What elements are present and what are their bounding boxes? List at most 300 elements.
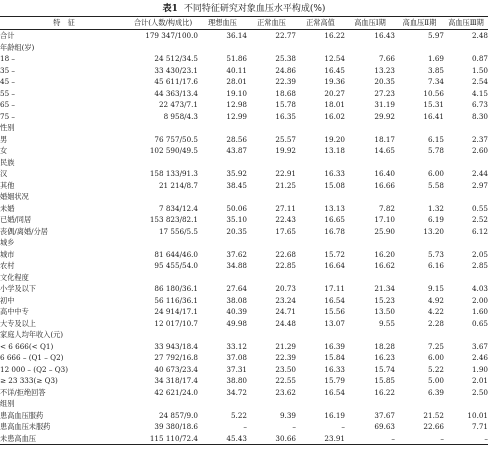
table-cell (128, 122, 198, 134)
table-cell: 18.01 (324, 100, 345, 109)
table-cell: 15.74 (374, 364, 395, 374)
table-cell: 38.08 (226, 295, 247, 305)
row-label: 文化程度 (0, 272, 29, 282)
table-cell: 16.22 (324, 31, 345, 40)
table-cell: 1.69 (427, 54, 444, 63)
table-row (0, 375, 488, 387)
table-cell: 25.90 (374, 226, 395, 236)
table-cell: 6.73 (471, 100, 488, 109)
table-cell (198, 272, 247, 284)
table-cell: 21 214/8.7 (158, 180, 198, 190)
table-cell (198, 42, 247, 54)
table-cell: 2.48 (471, 31, 488, 40)
table-cell: 15.31 (423, 100, 444, 109)
table-cell: 31.19 (374, 100, 395, 109)
table-row (0, 433, 488, 445)
row-label: 其他 (0, 180, 15, 190)
table-cell: 24 857/9.0 (158, 410, 198, 420)
row-label: 小学及以下 (0, 284, 36, 293)
table-cell: 45 611/17.6 (154, 77, 198, 86)
table-cell: 0.87 (471, 54, 488, 63)
table-cell: 10.56 (423, 88, 444, 98)
table-cell: 35.10 (226, 215, 247, 224)
table-cell: 3.85 (427, 65, 444, 75)
table-row (0, 387, 488, 399)
table-cell: – (341, 422, 345, 431)
table-cell (395, 122, 444, 134)
table-cell: – (243, 422, 247, 431)
table-cell: 13.13 (324, 203, 345, 213)
table-cell: 50.06 (226, 203, 247, 213)
table-cell: 33 430/23.1 (154, 65, 198, 75)
row-label: 组别 (0, 399, 15, 408)
table-cell: 4.03 (471, 284, 488, 293)
table-cell (128, 329, 198, 341)
table-row (0, 203, 488, 215)
table-cell: 16.35 (275, 111, 296, 121)
table-cell (247, 157, 296, 169)
table-cell: 27.11 (275, 203, 296, 213)
row-label: 高中中专 (0, 307, 29, 316)
table-cell: 16.22 (374, 387, 395, 397)
table-cell: 19.92 (275, 146, 296, 155)
table-cell (395, 329, 444, 341)
table-cell: 7 834/12.4 (158, 203, 198, 213)
table-row (0, 306, 488, 318)
row-label: 女 (0, 146, 8, 155)
table-cell: – (391, 433, 395, 443)
header-row (0, 17, 488, 30)
table-cell: 21.34 (374, 284, 395, 293)
row-label: 患高血压服药 (0, 410, 44, 420)
table-cell: 16.33 (324, 364, 345, 374)
table-cell: 5.00 (427, 376, 444, 385)
table-cell (128, 237, 198, 249)
table-cell: 5.58 (427, 180, 444, 190)
table-cell (395, 191, 444, 203)
group-row (0, 122, 488, 134)
table-cell: 33.12 (226, 341, 247, 351)
column-header: 高血压Ⅲ期 (448, 18, 484, 28)
column-header: 合计(人数/构成比) (133, 18, 193, 28)
row-label: 12 000 – (Q2 – Q3) (0, 364, 69, 374)
group-row (0, 398, 488, 410)
row-label: 农村 (0, 261, 15, 270)
table-cell: 40.39 (226, 307, 247, 316)
table-cell: 1.50 (471, 65, 488, 75)
table-cell: 13.07 (324, 318, 345, 328)
table-row (0, 168, 488, 180)
table-cell: 81 644/46.0 (154, 249, 198, 259)
table-cell (296, 329, 345, 341)
table-cell: 16.19 (324, 410, 345, 420)
table-cell: 7.34 (427, 77, 444, 86)
table-cell (128, 272, 198, 284)
table-cell: 20.35 (226, 226, 247, 236)
table-cell (128, 398, 198, 410)
table-row (0, 410, 488, 422)
table-cell: 0.65 (471, 318, 488, 328)
row-label: 男 (0, 134, 8, 144)
table-row (0, 134, 488, 146)
table-cell: 21.25 (275, 180, 296, 190)
table-cell: 5.78 (427, 146, 444, 155)
table-cell (444, 42, 488, 54)
table-cell: 19.10 (226, 88, 247, 98)
column-header: 正常高值 (306, 18, 335, 28)
row-label: 城乡 (0, 238, 15, 247)
row-label: 未婚 (0, 203, 15, 213)
table-cell (296, 272, 345, 284)
table-cell: 28.01 (226, 77, 247, 86)
table-cell (198, 329, 247, 341)
table-body (0, 30, 488, 445)
table-cell: 23.24 (275, 295, 296, 305)
group-row (0, 30, 488, 42)
table-cell: 24.86 (275, 65, 296, 75)
table-cell: 24.71 (275, 307, 296, 316)
table-cell: 20.73 (275, 284, 296, 293)
table-cell: 16.33 (324, 169, 345, 178)
table-cell (345, 157, 395, 169)
table-cell: 19.36 (324, 77, 345, 86)
table-cell: 14.65 (374, 146, 395, 155)
table-cell: 7.66 (378, 54, 395, 63)
table-cell: 12.99 (226, 111, 247, 121)
row-label: 性别 (0, 123, 15, 132)
table-row (0, 88, 488, 100)
row-label: 民族 (0, 157, 15, 167)
row-label: 45 – (0, 77, 16, 86)
row-label: 35 – (0, 65, 16, 75)
table-cell: 4.15 (471, 88, 488, 98)
table-cell: 33 943/18.4 (154, 341, 198, 351)
table-cell: 9.39 (279, 410, 296, 420)
table-row (0, 145, 488, 157)
table-cell: 16.64 (324, 261, 345, 270)
table-cell: 18.17 (374, 134, 395, 144)
table-cell: 18.28 (374, 341, 395, 351)
table-cell: 13.18 (324, 146, 345, 155)
table-cell: 2.50 (471, 387, 488, 397)
table-cell (345, 237, 395, 249)
table-cell: – (440, 433, 444, 443)
table-cell: 17.65 (275, 226, 296, 236)
table-cell: 16.66 (374, 180, 395, 190)
table-cell: 17.10 (374, 215, 395, 224)
table-cell: 22.43 (275, 215, 296, 224)
row-label: 家庭人均年收入(元) (0, 330, 64, 339)
table-cell: 25.57 (275, 134, 296, 144)
row-label: 未患高血压 (0, 433, 36, 443)
table-cell: 23.62 (275, 387, 296, 397)
table-cell: 6.15 (427, 134, 444, 144)
table-cell: 4.22 (427, 307, 444, 316)
table-cell (247, 398, 296, 410)
group-row (0, 237, 488, 249)
table-cell: 24.48 (275, 318, 296, 328)
row-label: 75 – (0, 111, 16, 121)
table-cell: 3.67 (471, 341, 488, 351)
table-cell: 102 590/49.5 (149, 146, 198, 155)
row-label: 18 – (0, 54, 16, 63)
table-cell: 76 757/50.5 (154, 134, 198, 144)
table-row (0, 421, 488, 433)
table-cell: 2.60 (471, 146, 488, 155)
table-cell (247, 42, 296, 54)
group-row (0, 191, 488, 203)
table-cell: 2.28 (427, 318, 444, 328)
table-cell: 12.54 (324, 54, 345, 63)
table-cell: 16.41 (423, 111, 444, 121)
table-cell: 15.78 (275, 100, 296, 109)
table-cell: 9.15 (427, 284, 444, 293)
table-row (0, 76, 488, 88)
table-cell: 2.00 (471, 295, 488, 305)
table-cell: 1.60 (471, 307, 488, 316)
table-cell: – (292, 422, 296, 431)
table-cell: 2.85 (471, 261, 488, 270)
table-cell: 15.08 (324, 180, 345, 190)
table-cell: 5.22 (230, 410, 247, 420)
table-cell: 95 455/54.0 (154, 261, 198, 270)
table-cell (296, 191, 345, 203)
group-row (0, 329, 488, 341)
table-cell: 37.62 (226, 249, 247, 259)
table-cell (345, 42, 395, 54)
row-label: 合计 (0, 31, 15, 40)
table-cell: 37.08 (226, 353, 247, 362)
table-cell: 2.37 (471, 134, 488, 144)
table-row (0, 283, 488, 295)
table-cell: 22 473/7.1 (158, 100, 198, 109)
table-row (0, 364, 488, 376)
table-cell: 15.79 (324, 376, 345, 385)
data-table (0, 16, 488, 445)
table-cell: 9.55 (378, 318, 395, 328)
table-cell (345, 329, 395, 341)
table-cell: 5.22 (427, 364, 444, 374)
table-cell: 16.20 (374, 249, 395, 259)
row-label: 丧偶/离婚/分居 (0, 226, 48, 236)
table-cell: 8.30 (471, 111, 488, 121)
table-cell (444, 157, 488, 169)
table-cell: 6.00 (427, 169, 444, 178)
row-label: 已婚/同居 (0, 215, 32, 224)
table-cell (395, 237, 444, 249)
table-cell (296, 122, 345, 134)
row-label: 55 – (0, 88, 16, 98)
table-cell: 7.71 (471, 422, 488, 431)
table-row (0, 99, 488, 111)
table-cell: 21.52 (423, 410, 444, 420)
table-cell (296, 237, 345, 249)
table-cell (247, 329, 296, 341)
table-cell: 86 180/36.1 (154, 284, 198, 293)
table-cell: 36.14 (226, 31, 247, 40)
table-row (0, 53, 488, 65)
table-cell: 51.86 (226, 54, 247, 63)
row-label: 不详/拒绝回答 (0, 387, 46, 397)
table-caption (0, 3, 488, 15)
table-cell: 5.97 (427, 31, 444, 40)
table-row (0, 352, 488, 364)
table-cell (198, 157, 247, 169)
table-cell: 2.44 (471, 169, 488, 178)
group-row (0, 42, 488, 54)
table-row (0, 111, 488, 123)
table-cell: 22.91 (275, 169, 296, 178)
table-cell: 38.45 (226, 180, 247, 190)
table-row (0, 341, 488, 353)
table-cell: 24 914/17.1 (154, 307, 198, 316)
table-cell: 15.56 (324, 307, 345, 316)
table-cell: 8 958/4.3 (163, 111, 198, 121)
table-cell: 23.50 (275, 364, 296, 374)
table-cell (128, 191, 198, 203)
table-cell: 6.16 (427, 261, 444, 270)
column-header: 高血压Ⅰ期 (354, 18, 386, 28)
table-cell: 30.66 (275, 433, 296, 443)
table-cell: 158 133/91.3 (149, 169, 198, 178)
table-cell: 12 017/10.7 (154, 318, 198, 328)
table-cell: 16.54 (324, 387, 345, 397)
table-cell (198, 237, 247, 249)
table-cell: 23.91 (324, 433, 345, 443)
table-cell: 40 673/23.4 (154, 364, 198, 374)
table-cell: 19.20 (324, 134, 345, 144)
table-cell: 43.87 (226, 146, 247, 155)
table-cell: 2.54 (471, 77, 488, 86)
table-cell: 16.54 (324, 295, 345, 305)
table-cell (345, 272, 395, 284)
table-row (0, 295, 488, 307)
table-cell: 10.01 (467, 410, 488, 420)
table-cell: 16.78 (324, 226, 345, 236)
table-cell: 20.35 (374, 77, 395, 86)
table-cell (198, 398, 247, 410)
table-cell (247, 237, 296, 249)
table-row (0, 260, 488, 272)
table-cell: 13.23 (374, 65, 395, 75)
table-cell: 22.39 (275, 77, 296, 86)
table-cell (444, 237, 488, 249)
table-cell: 1.32 (427, 203, 444, 213)
table-cell (128, 42, 198, 54)
column-header: 特 征 (53, 18, 75, 28)
table-cell (395, 42, 444, 54)
table-cell: 16.65 (324, 215, 345, 224)
table-cell (128, 157, 198, 169)
table-cell: 179 347/100.0 (145, 31, 198, 40)
table-cell (444, 122, 488, 134)
table-cell: 34 318/17.4 (154, 376, 198, 385)
table-cell: 39 380/18.6 (154, 422, 198, 431)
group-row (0, 157, 488, 169)
table-cell: 7.25 (427, 341, 444, 351)
table-cell (444, 272, 488, 284)
table-cell (198, 191, 247, 203)
table-cell: 16.62 (374, 261, 395, 270)
table-cell: 38.80 (226, 376, 247, 385)
table-cell: 6.19 (427, 215, 444, 224)
table-cell: 16.43 (374, 31, 395, 40)
table-cell: 20.27 (324, 88, 345, 98)
table-row (0, 318, 488, 330)
table-cell: 16.02 (324, 111, 345, 121)
table-cell: 21.29 (275, 341, 296, 351)
table-cell: 27 792/16.8 (154, 353, 198, 362)
table-row (0, 226, 488, 238)
table-cell: 6.39 (427, 387, 444, 397)
table-cell: 49.98 (226, 318, 247, 328)
table-cell: 29.92 (374, 111, 395, 121)
table-cell: 13.50 (374, 307, 395, 316)
table-cell (395, 398, 444, 410)
table-cell: 17 556/5.5 (158, 226, 198, 236)
table-cell (444, 398, 488, 410)
table-cell: 22.39 (275, 353, 296, 362)
table-row (0, 249, 488, 261)
table-cell: 22.66 (423, 422, 444, 431)
table-cell: 27.23 (374, 88, 395, 98)
table-cell: 37.31 (226, 364, 247, 374)
table-cell (444, 329, 488, 341)
table-cell: 4.92 (427, 295, 444, 305)
table-row (0, 214, 488, 226)
table-cell: 16.45 (324, 65, 345, 75)
table-row (0, 65, 488, 77)
table-cell: 15.23 (374, 295, 395, 305)
row-label: 65 – (0, 100, 16, 109)
table-cell: 15.85 (374, 376, 395, 385)
row-label: 汉 (0, 169, 8, 178)
group-row (0, 272, 488, 284)
table-cell: 28.56 (226, 134, 247, 144)
table-cell: 17.11 (324, 284, 345, 293)
table-cell: 0.55 (471, 203, 488, 213)
row-label: < 6 666(< Q1) (0, 341, 54, 351)
table-cell (444, 191, 488, 203)
row-label: 6 666 – (Q1 – Q2) (0, 353, 64, 362)
table-cell (345, 191, 395, 203)
table-cell: 153 823/82.1 (149, 215, 198, 224)
row-label: 患高血压未服药 (0, 422, 51, 431)
table-cell (395, 157, 444, 169)
table-cell: 22.85 (275, 261, 296, 270)
table-cell: 22.77 (275, 31, 296, 40)
table-cell: 56 116/36.1 (154, 295, 198, 305)
table-cell: 16.23 (374, 353, 395, 362)
table-cell: 12.98 (226, 100, 247, 109)
table-cell: 6.12 (471, 226, 488, 236)
column-header: 正常血压 (257, 18, 286, 28)
row-label: ≥ 23 333(≥ Q3) (0, 376, 58, 385)
table-cell (345, 122, 395, 134)
table-cell (198, 122, 247, 134)
table-cell: 115 110/72.4 (149, 433, 198, 443)
table-cell: 44 363/13.4 (154, 88, 198, 98)
row-label: 城市 (0, 249, 15, 259)
table-cell (296, 42, 345, 54)
table-cell: 35.92 (226, 169, 247, 178)
table-cell (247, 272, 296, 284)
table-cell: 37.67 (374, 410, 395, 420)
table-cell: 7.82 (378, 203, 395, 213)
table-cell: 1.90 (471, 364, 488, 374)
table-row (0, 180, 488, 192)
table-cell: 34.88 (226, 261, 247, 270)
